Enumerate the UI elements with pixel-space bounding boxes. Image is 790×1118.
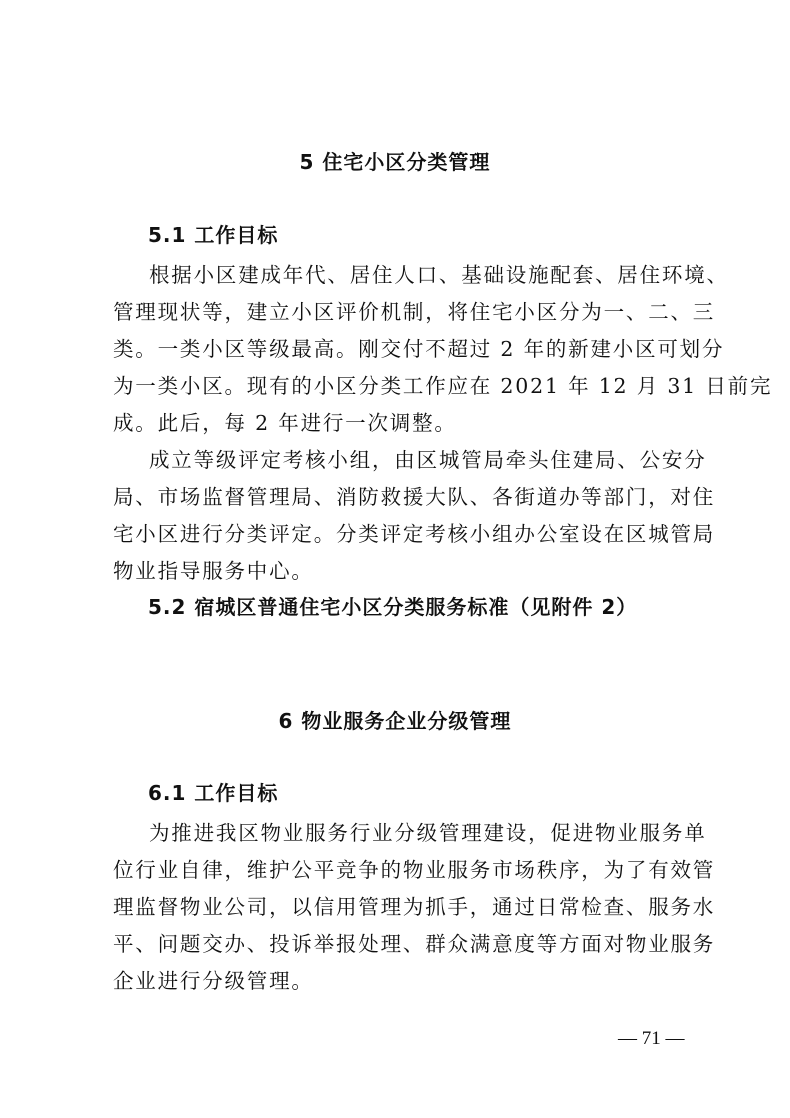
paragraph-line: 物业指导服务中心。 <box>113 559 314 583</box>
paragraph-line: 理监督物业公司，以信用管理为抓手，通过日常检查、服务水 <box>113 895 716 919</box>
paragraph-line: 宅小区进行分类评定。分类评定考核小组办公室设在区城管局 <box>113 522 716 546</box>
paragraph-line: 局、市场监督管理局、消防救援大队、各街道办等部门，对住 <box>113 485 716 509</box>
paragraph-line: 根据小区建成年代、居住人口、基础设施配套、居住环境、 <box>149 263 729 287</box>
section-5-heading: 5 住宅小区分类管理 <box>299 150 491 174</box>
paragraph-line: 企业进行分级管理。 <box>113 969 314 993</box>
paragraph-line: 成立等级评定考核小组，由区城管局牵头住建局、公安分 <box>149 448 707 472</box>
section-6-1-subheading: 6.1 工作目标 <box>148 781 279 805</box>
section-5-1-subheading: 5.1 工作目标 <box>148 223 279 247</box>
paragraph-line: 成。此后，每 2 年进行一次调整。 <box>113 411 457 435</box>
section-6-heading: 6 物业服务企业分级管理 <box>278 709 512 733</box>
paragraph-line: 管理现状等，建立小区评价机制，将住宅小区分为一、二、三 <box>113 300 716 324</box>
paragraph-line: 为推进我区物业服务行业分级管理建设，促进物业服务单 <box>149 821 707 845</box>
paragraph-line: 类。一类小区等级最高。刚交付不超过 2 年的新建小区可划分 <box>113 337 725 361</box>
paragraph-line: 为一类小区。现有的小区分类工作应在 2021 年 12 月 31 日前完 <box>113 374 773 398</box>
page-number: — 71 — <box>618 1028 685 1049</box>
section-5-2-subheading: 5.2 宿城区普通住宅小区分类服务标准（见附件 2） <box>148 595 638 619</box>
paragraph-line: 位行业自律，维护公平竞争的物业服务市场秩序，为了有效管 <box>113 858 716 882</box>
paragraph-line: 平、问题交办、投诉举报处理、群众满意度等方面对物业服务 <box>113 932 716 956</box>
